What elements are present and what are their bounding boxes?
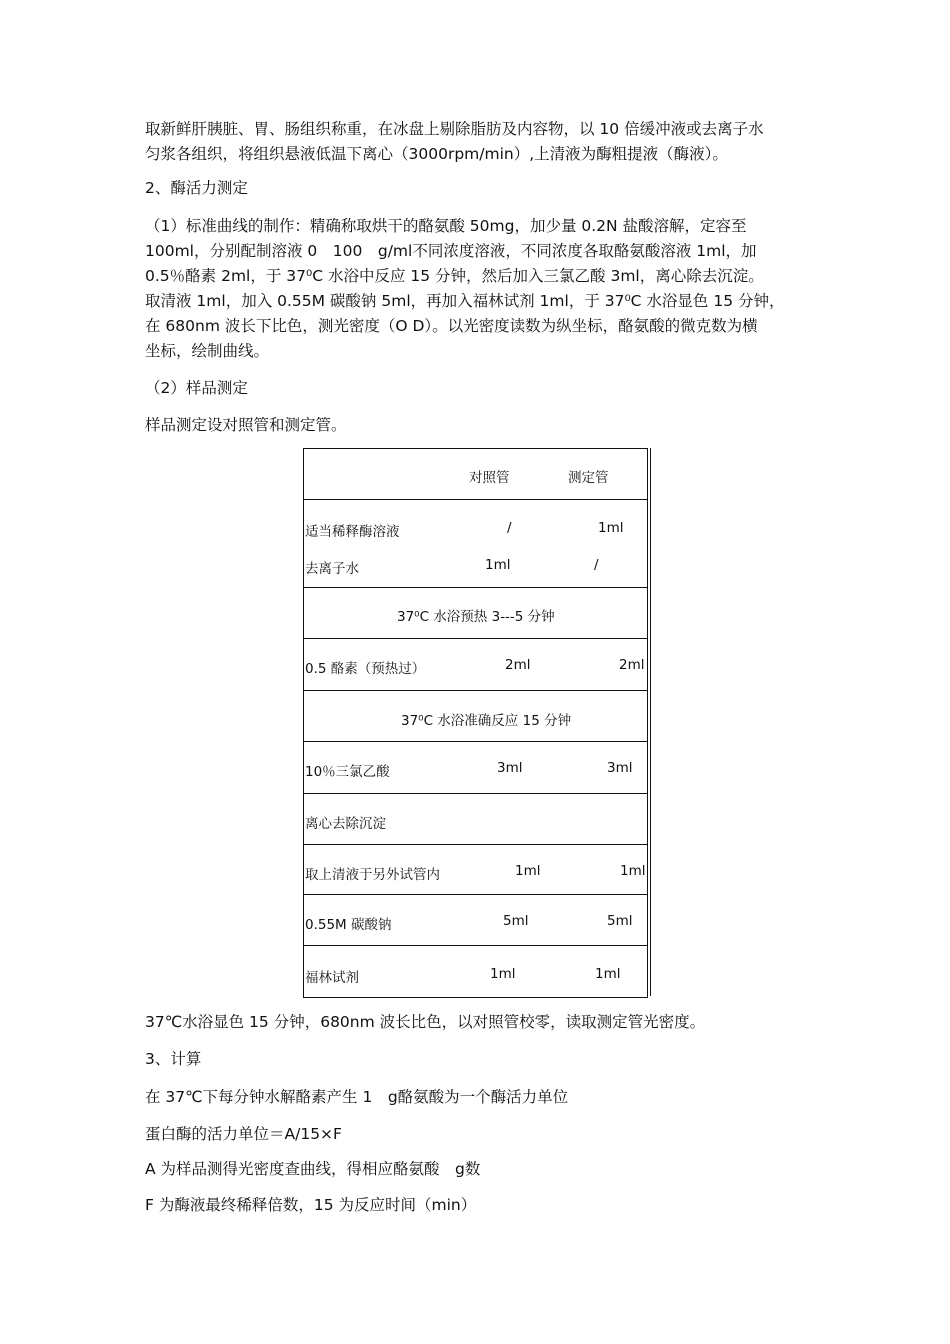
row-test-supernatant: 1ml [620,863,646,879]
formula: 蛋白酶的活力单位＝A/15×F [145,1125,342,1143]
row-label-supernatant: 取上清液于另外试管内 [305,867,440,883]
a-definition: A 为样品测得光密度查曲线，得相应酪氨酸 g数 [145,1160,481,1178]
row-label-enzyme: 适当稀释酶溶液 [305,524,400,540]
table-row [304,587,647,638]
table-row [304,793,647,844]
intro-line-2: 匀浆各组织，将组织悬液低温下离心（3000rpm/min）,上清液为酶粗提液（酶液）。 [145,145,728,163]
after-table-text: 37℃水浴显色 15 分钟，680nm 波长比色，以对照管校零，读取测定管光密度。 [145,1013,706,1031]
intro-line-1: 取新鲜肝胰脏、胃、肠组织称重，在冰盘上剔除脂肪及内容物，以 10 倍缓冲液或去离子水 [145,120,764,138]
row-control-tca: 3ml [497,760,523,776]
row-label-casein: 0.5 酪素（预热过） [305,661,426,677]
row-control-folin: 1ml [490,966,516,982]
f-definition: F 为酶液最终稀释倍数，15 为反应时间（min） [145,1196,477,1214]
row-label-water: 去离子水 [305,561,359,577]
row-control-carbonate: 5ml [503,913,529,929]
standard-curve-paragraph [145,214,810,364]
header-test: 测定管 [568,470,609,486]
table-row [304,894,647,945]
row-control-water: 1ml [485,557,511,573]
std-curve-line-1: （1）标准曲线的制作：精确称取烘干的酪氨酸 50mg，加少量 0.2N 盐酸溶解，定容至 [145,217,747,235]
intro-paragraph [145,117,810,167]
table-row [304,638,647,690]
sample-intro: 样品测定设对照管和测定管。 [145,416,347,434]
std-curve-line-4: 取清液 1ml，加入 0.55M 碳酸钠 5ml，再加入福林试剂 1ml，于 37⁰C 水浴显色 15 分钟， [145,292,785,310]
table-row [304,741,647,793]
row-label-centrifuge: 离心去除沉淀 [305,816,386,832]
row-test-folin: 1ml [595,966,621,982]
table-header-row [304,449,647,499]
table-row [304,499,647,587]
row-test-tca: 3ml [607,760,633,776]
section-3-heading: 3、计算 [145,1050,202,1068]
sample-heading: （2）样品测定 [145,379,248,397]
std-curve-line-2: 100ml，分别配制溶液 0 100 g/ml不同浓度溶液，不同浓度各取酪氨酸溶液 1ml，加 [145,242,757,260]
row-reaction: 37⁰C 水浴准确反应 15 分钟 [401,713,572,729]
procedure-table [303,448,648,998]
row-label-tca: 10％三氯乙酸 [305,764,390,780]
row-test-enzyme: 1ml [598,520,624,536]
row-preheat: 37⁰C 水浴预热 3---5 分钟 [397,609,555,625]
section-2-heading: 2、酶活力测定 [145,179,248,197]
row-control-enzyme: / [507,520,512,536]
row-control-supernatant: 1ml [515,863,541,879]
row-label-carbonate: 0.55M 碳酸钠 [305,917,392,933]
row-test-carbonate: 5ml [607,913,633,929]
table-row [304,844,647,894]
table-row [304,945,647,999]
table-row [304,690,647,741]
std-curve-line-6: 坐标，绘制曲线。 [145,342,270,360]
row-label-folin: 福林试剂 [305,970,359,986]
std-curve-line-3: 0.5％酪素 2ml，于 37⁰C 水浴中反应 15 分钟，然后加入三氯乙酸 3ml，离心除去沉淀。 [145,267,764,285]
row-control-casein: 2ml [505,657,531,673]
std-curve-line-5: 在 680nm 波长下比色，测光密度（O D）。以光密度读数为纵坐标，酪氨酸的微克数为横 [145,317,758,335]
header-control: 对照管 [469,470,510,486]
unit-definition: 在 37℃下每分钟水解酪素产生 1 g酪氨酸为一个酶活力单位 [145,1088,569,1106]
row-test-water: / [594,557,599,573]
row-test-casein: 2ml [619,657,645,673]
